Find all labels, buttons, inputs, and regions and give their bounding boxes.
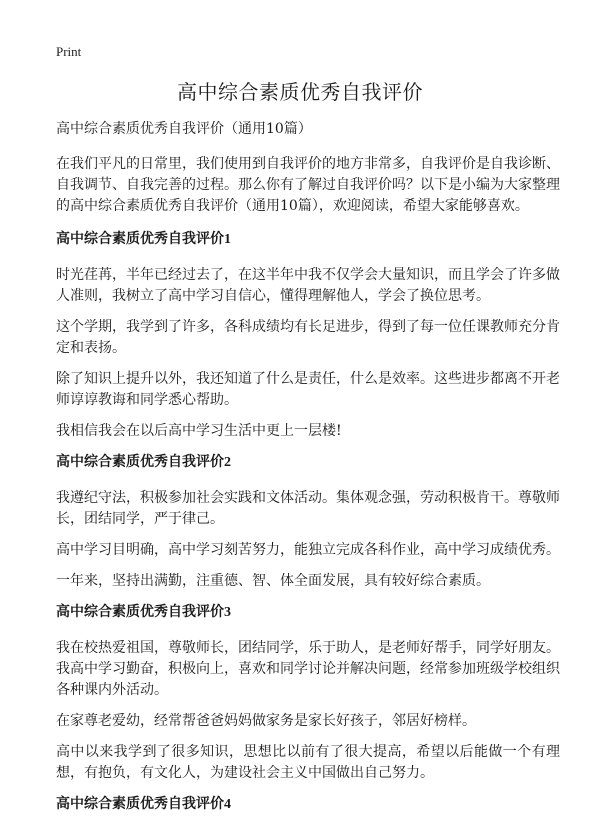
paragraph: 高中学习目明确，高中学习刻苦努力，能独立完成各科作业，高中学习成绩优秀。: [56, 542, 560, 558]
section-3: [56, 602, 560, 784]
paragraph: 在家尊老爱幼，经常帮爸爸妈妈做家务是家长好孩子，邻居好榜样。: [56, 713, 476, 729]
print-link[interactable]: Print: [56, 44, 82, 59]
paragraph: 这个学期，我学到了许多，各科成绩均有长足进步，得到了每一位任课教师充分肯定和表扬。: [56, 319, 560, 356]
section-2: [56, 452, 560, 592]
section-heading: 高中综合素质优秀自我评价4: [56, 797, 231, 812]
paragraph: 时光荏苒，半年已经过去了，在这半年中我不仅学会大量知识，而且学会了许多做人准则，我树立了高中学习自信心，懂得理解他人，学会了换位思考。: [56, 267, 560, 304]
section-4: [56, 794, 560, 816]
intro-paragraph: 在我们平凡的日常里，我们使用到自我评价的地方非常多，自我评价是自我诊断、自我调节、自我完善的过程。那么你有了解过自我评价吗？以下是小编为大家整理的高中综合素质优秀自我评价（通用10篇），欢迎阅读，希望大家能够喜欢。: [56, 156, 560, 214]
paragraph: 我在校热爱祖国，尊敬师长，团结同学，乐于助人，是老师好帮手，同学好朋友。我高中学习勤奋，积极向上，喜欢和同学讨论并解决问题，经常参加班级学校组织各种课内外活动。: [56, 640, 560, 698]
paragraph: 一年来，坚持出满勤，注重德、智、体全面发展，具有较好综合素质。: [56, 573, 490, 589]
section-heading: 高中综合素质优秀自我评价3: [56, 605, 231, 620]
paragraph: 我遵纪守法，积极参加社会实践和文体活动。集体观念强，劳动积极肯干。尊敬师长，团结同学，严于律己。: [56, 490, 560, 527]
page-title: 高中综合素质优秀自我评价: [177, 80, 423, 104]
article-subtitle: 高中综合素质优秀自我评价（通用10篇）: [56, 121, 312, 137]
paragraph: 除了知识上提升以外，我还知道了什么是责任，什么是效率。这些进步都离不开老师谆谆教诲和同学悉心帮助。: [56, 371, 560, 408]
paragraph: 我相信我会在以后高中学习生活中更上一层楼!: [56, 423, 342, 439]
article-body: [56, 118, 560, 830]
section-heading: 高中综合素质优秀自我评价2: [56, 455, 231, 470]
paragraph: 高中以来我学到了很多知识，思想比以前有了很大提高，希望以后能做一个有理想，有抱负，有文化人，为建设社会主义中国做出自己努力。: [56, 744, 560, 781]
section-1: [56, 229, 560, 442]
section-heading: 高中综合素质优秀自我评价1: [56, 232, 231, 247]
